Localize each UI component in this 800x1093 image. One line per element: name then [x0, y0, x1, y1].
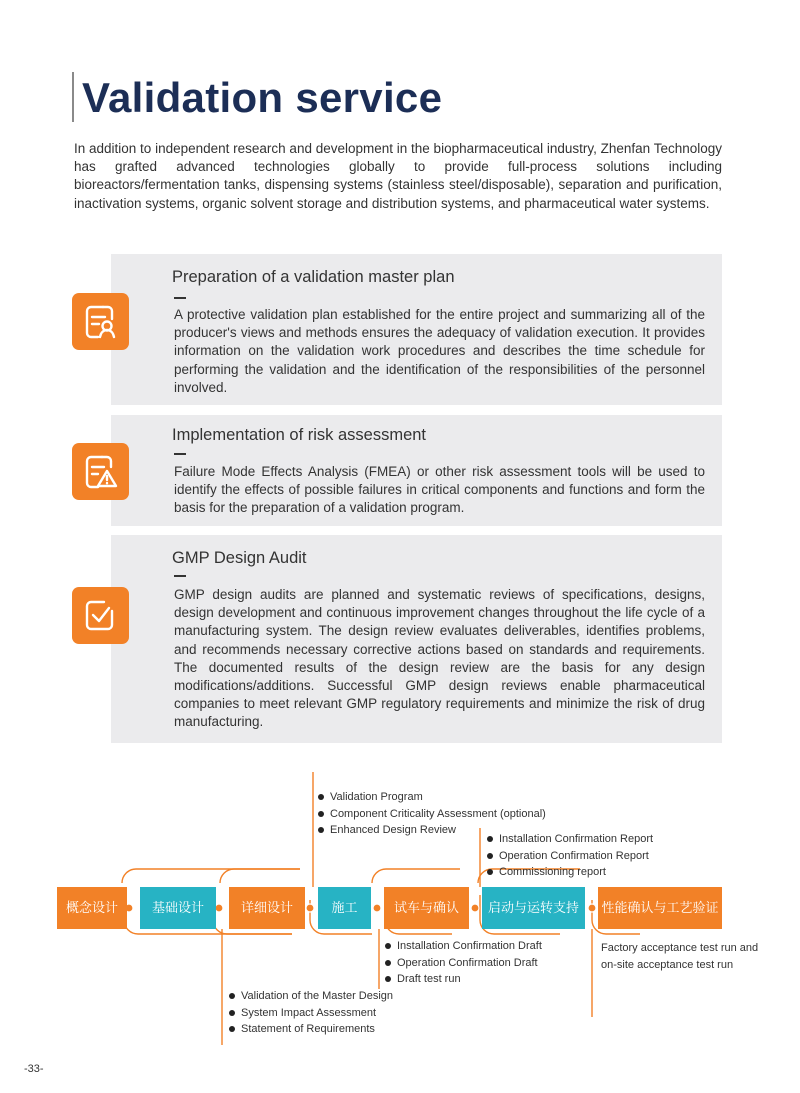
list-item: Operation Confirmation Draft	[385, 955, 542, 972]
timeline-step-startup-support: 启动与运转支持	[482, 887, 585, 929]
list-item: Installation Confirmation Draft	[385, 938, 542, 955]
timeline-step-basic-design: 基础设计	[140, 887, 216, 929]
startup-deliverables-list	[487, 831, 653, 881]
list-item: Draft test run	[385, 971, 542, 988]
service-heading: Preparation of a validation master plan	[172, 268, 455, 286]
service-text: A protective validation plan established for the entire project and summarizing all of the producer's views and methods ensures the adequacy of validation execution. It provides information on the validation work procedures and describes the time schedule for performing the validation and the identification of the responsibilities of the personnel involved.	[174, 307, 705, 395]
list-item: Operation Confirmation Report	[487, 848, 653, 865]
list-item: Validation of the Master Design	[229, 988, 393, 1005]
service-text: Failure Mode Effects Analysis (FMEA) or other risk assessment tools will be used to identify the effects of possible failures in critical components and functions and form the basis for the preparation of a validation program.	[174, 464, 705, 516]
page-title: Validation service	[82, 74, 443, 121]
timeline-step-construction: 施工	[318, 887, 371, 929]
list-item: Commissioning report	[487, 864, 653, 881]
timeline-step-commissioning: 试车与确认	[384, 887, 469, 929]
list-item: Statement of Requirements	[229, 1021, 393, 1038]
timeline-step-performance-validation: 性能确认与工艺验证	[598, 887, 722, 929]
detailed-design-deliverables-list	[229, 988, 393, 1038]
list-item: Enhanced Design Review	[318, 822, 546, 839]
list-item: System Impact Assessment	[229, 1005, 393, 1022]
intro-paragraph: In addition to independent research and development in the biopharmaceutical industry, Zhenfan Technology has grafted advanced technologies globally to provide full-process solutions including bioreactors/fermentation tanks, dispensing systems (stainless steel/disposable), separation and purification, inactivation systems, organic solvent storage and distribution systems, and pharmaceutical water systems.	[74, 141, 722, 211]
service-text: GMP design audits are planned and systematic reviews of specifications, designs, design development and continuous improvement changes throughout the life cycle of a manufacturing system. The design review evaluates deliverables, identifies problems, and recommends necessary corrective actions based on standards and requirements. The documented results of the design review are the basis for any design modifications/additions. Successful GMP design reviews enable pharmaceutical companies to meet relevant GMP regulatory requirements and minimize the risk of drug manufacturing.	[174, 587, 705, 730]
timeline-step-detailed-design: 详细设计	[229, 887, 305, 929]
list-item: Installation Confirmation Report	[487, 831, 653, 848]
page-number: -33-	[24, 1063, 44, 1075]
service-heading: Implementation of risk assessment	[172, 426, 427, 444]
commissioning-deliverables-list	[385, 938, 542, 988]
list-item: Component Criticality Assessment (optional)	[318, 806, 546, 823]
service-heading: GMP Design Audit	[172, 549, 307, 567]
timeline-step-concept-design: 概念设计	[57, 887, 127, 929]
list-item: Validation Program	[318, 789, 546, 806]
performance-validation-note: Factory acceptance test run and on-site acceptance test run	[601, 942, 759, 971]
